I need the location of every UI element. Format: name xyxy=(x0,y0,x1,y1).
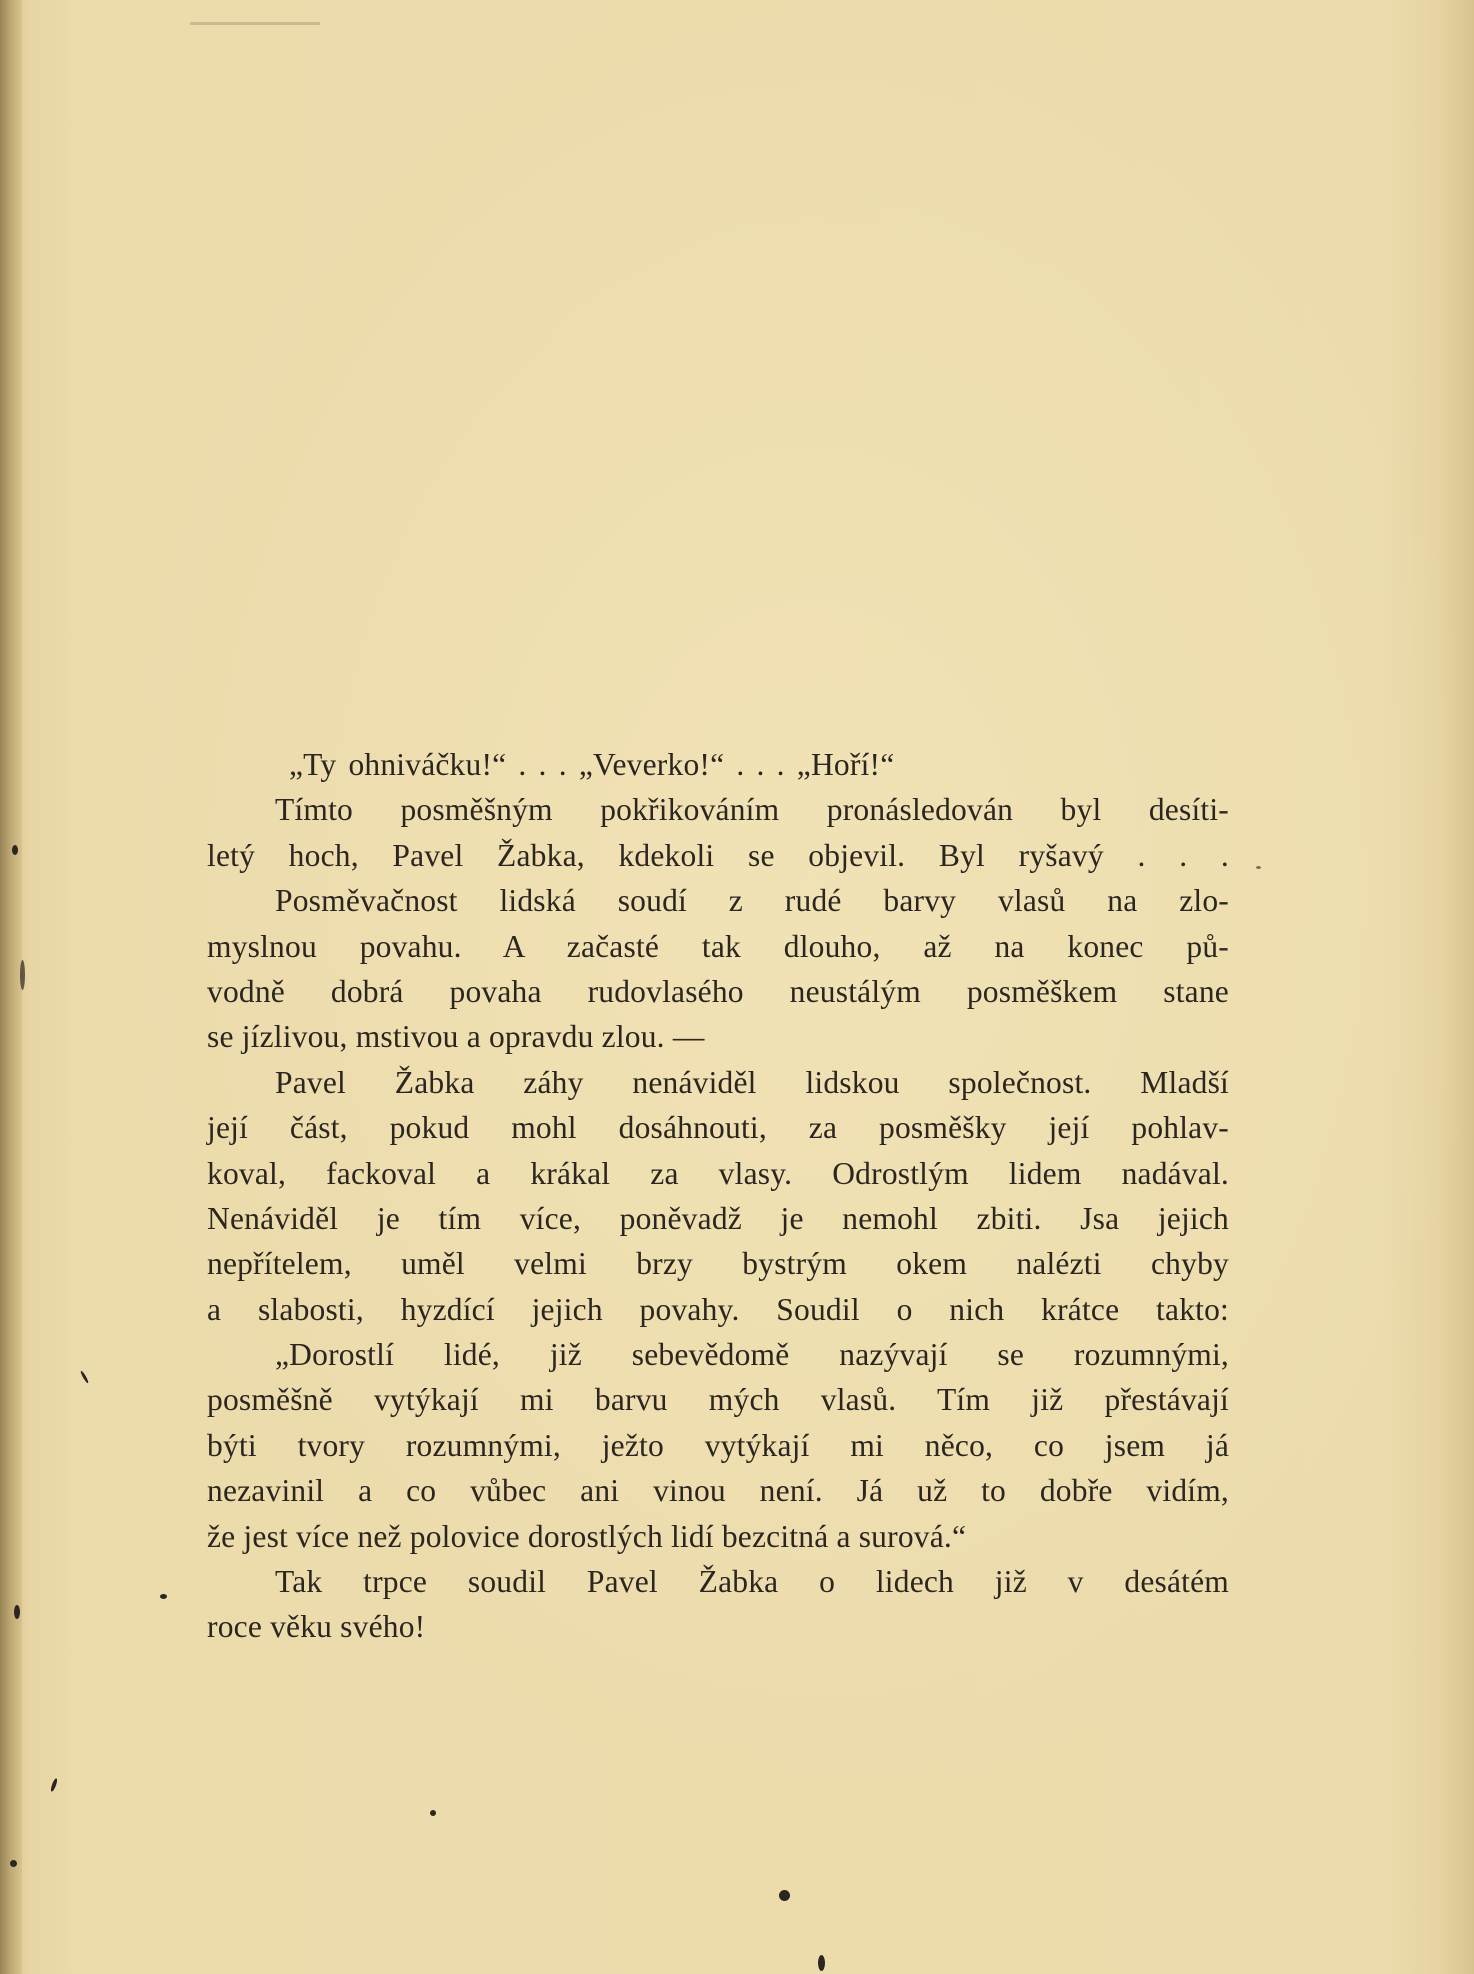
text-line-20: roce věku svého! xyxy=(207,1609,426,1645)
scan-speck xyxy=(14,1605,20,1619)
scan-speck xyxy=(818,1955,825,1971)
text-line-6: vodně dobrá povaha rudovlasého neustálým posměškem stane xyxy=(207,973,1229,1009)
page-spine-shadow xyxy=(0,0,22,1974)
text-line-4: Posměvačnost lidská soudí z rudé barvy vlasů na zlo- xyxy=(275,883,1229,919)
scan-speck xyxy=(10,1860,17,1867)
scan-speck xyxy=(430,1810,436,1816)
text-line-12: nepřítelem, uměl velmi brzy bystrým okem nalézti chyby xyxy=(207,1246,1229,1282)
scan-speck xyxy=(50,1778,59,1793)
scan-speck xyxy=(80,1370,90,1384)
text-line-10: koval, fackoval a krákal za vlasy. Odrostlým lidem nadával. xyxy=(207,1155,1229,1191)
text-line-8: Pavel Žabka záhy nenáviděl lidskou společnost. Mladší xyxy=(275,1064,1229,1100)
text-line-3: letý hoch, Pavel Žabka, kdekoli se objevil. Byl ryšavý . . . xyxy=(207,837,1229,873)
scan-speck xyxy=(779,1890,790,1901)
text-line-18: že jest více než polovice dorostlých lidí bezcitná a surová.“ xyxy=(207,1518,967,1554)
scan-speck xyxy=(1256,866,1261,869)
text-line-2: Tímto posměšným pokřikováním pronásledován byl desíti- xyxy=(275,792,1229,828)
text-line-1: „Ty ohniváčku!“ . . . „Veverko!“ . . . „Hoří!“ xyxy=(289,747,895,782)
text-line-19: Tak trpce soudil Pavel Žabka o lidech již v desátém xyxy=(275,1564,1229,1600)
scan-speck xyxy=(160,1594,167,1599)
text-line-9: její část, pokud mohl dosáhnouti, za posměšky její pohlav- xyxy=(207,1110,1229,1146)
text-line-14: „Dorostlí lidé, již sebevědomě nazývají se rozumnými, xyxy=(275,1337,1229,1373)
text-line-5: myslnou povahu. A začasté tak dlouho, až na konec pů- xyxy=(207,928,1229,964)
text-line-17: nezavinil a co vůbec ani vinou není. Já už to dobře vidím, xyxy=(207,1473,1229,1509)
scan-speck xyxy=(20,960,25,990)
text-line-11: Nenáviděl je tím více, poněvadž je nemohl zbiti. Jsa jejich xyxy=(207,1200,1229,1236)
scan-speck xyxy=(12,845,18,855)
top-edge-mark xyxy=(190,22,320,25)
text-line-16: býti tvory rozumnými, ježto vytýkají mi něco, co jsem já xyxy=(207,1427,1229,1463)
text-line-13: a slabosti, hyzdící jejich povahy. Soudil o nich krátce takto: xyxy=(207,1291,1229,1327)
text-line-15: posměšně vytýkají mi barvu mých vlasů. Tím již přestávají xyxy=(207,1382,1229,1418)
text-line-7: se jízlivou, mstivou a opravdu zlou. — xyxy=(207,1019,705,1055)
body-text xyxy=(207,742,1229,1650)
